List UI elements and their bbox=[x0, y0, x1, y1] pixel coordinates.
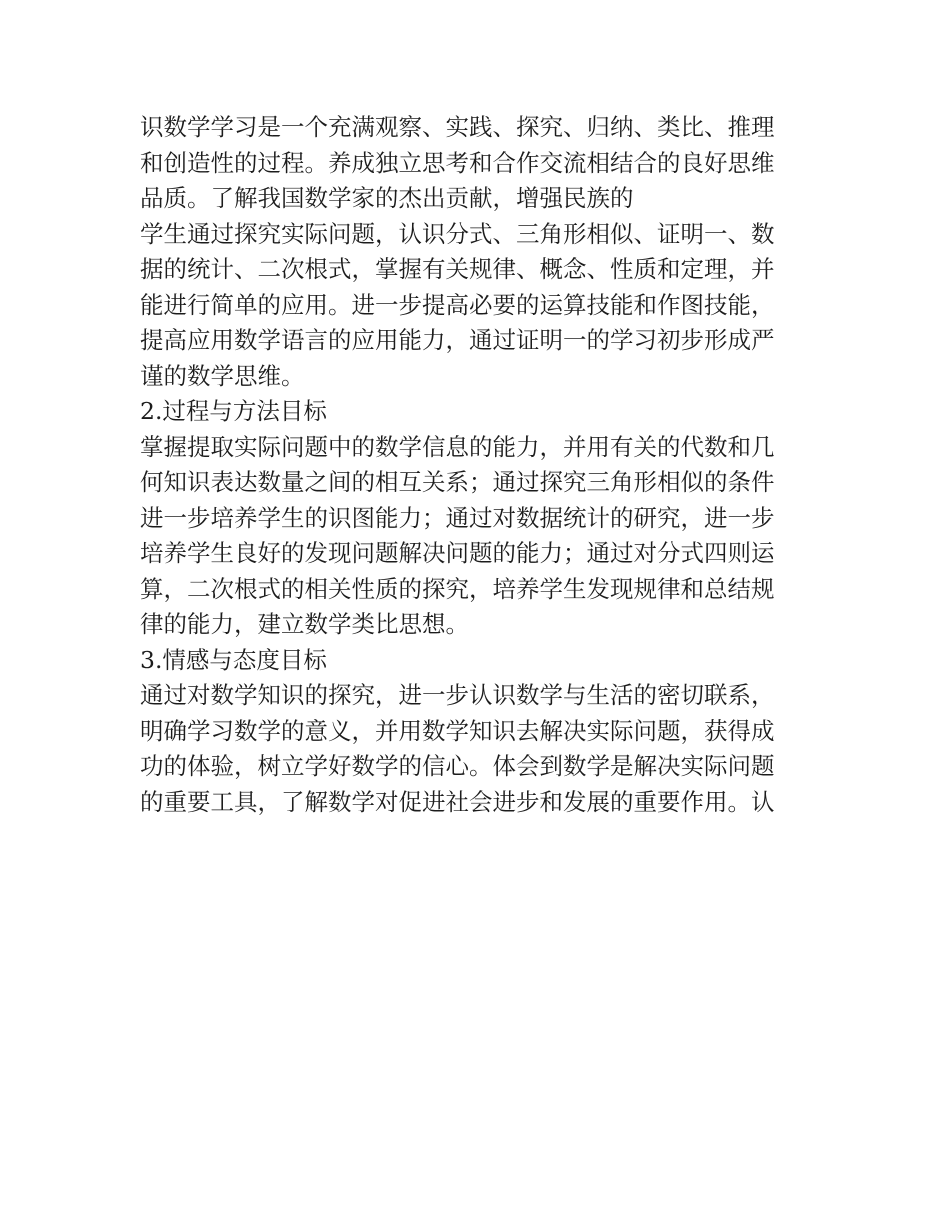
paragraph-line: 明确学习数学的意义，并用数学知识去解决实际问题，获得成 bbox=[140, 716, 775, 745]
paragraph-line: 掌握提取实际问题中的数学信息的能力，并用有关的代数和几 bbox=[140, 432, 775, 461]
paragraph-line: 学生通过探究实际问题，认识分式、三角形相似、证明一、数 bbox=[140, 219, 775, 248]
paragraph-line: 据的统计、二次根式，掌握有关规律、概念、性质和定理，并 bbox=[140, 255, 775, 283]
paragraph-line: 识数学学习是一个充满观察、实践、探究、归纳、类比、推理 bbox=[140, 113, 775, 141]
paragraph-line: 和创造性的过程。养成独立思考和合作交流相结合的良好思维 bbox=[140, 148, 775, 177]
paragraph-line: 的重要工具，了解数学对促进社会进步和发展的重要作用。认 bbox=[140, 787, 775, 816]
paragraph-line: 通过对数学知识的探究，进一步认识数学与生活的密切联系， bbox=[140, 681, 775, 709]
paragraph-line: 谨的数学思维。 bbox=[140, 361, 305, 390]
paragraph-line: 算，二次根式的相关性质的探究，培养学生发现规律和总结规 bbox=[140, 574, 775, 603]
paragraph-line: 功的体验，树立学好数学的信心。体会到数学是解决实际问题 bbox=[140, 752, 775, 780]
paragraph-line: 培养学生良好的发现问题解决问题的能力；通过对分式四则运 bbox=[140, 539, 775, 567]
paragraph-line: 品质。了解我国数学家的杰出贡献，增强民族的 bbox=[140, 184, 634, 212]
section-heading: 2.过程与方法目标 bbox=[140, 397, 327, 425]
section-heading: 3.情感与态度目标 bbox=[140, 645, 327, 674]
paragraph-line: 提高应用数学语言的应用能力，通过证明一的学习初步形成严 bbox=[140, 326, 775, 354]
paragraph-line: 进一步培养学生的识图能力；通过对数据统计的研究，进一步 bbox=[140, 503, 775, 532]
paragraph-line: 律的能力，建立数学类比思想。 bbox=[140, 610, 469, 638]
document-body bbox=[140, 110, 830, 820]
paragraph-line: 何知识表达数量之间的相互关系；通过探究三角形相似的条件 bbox=[140, 468, 775, 496]
paragraph-line: 能进行简单的应用。进一步提高必要的运算技能和作图技能， bbox=[140, 290, 775, 319]
